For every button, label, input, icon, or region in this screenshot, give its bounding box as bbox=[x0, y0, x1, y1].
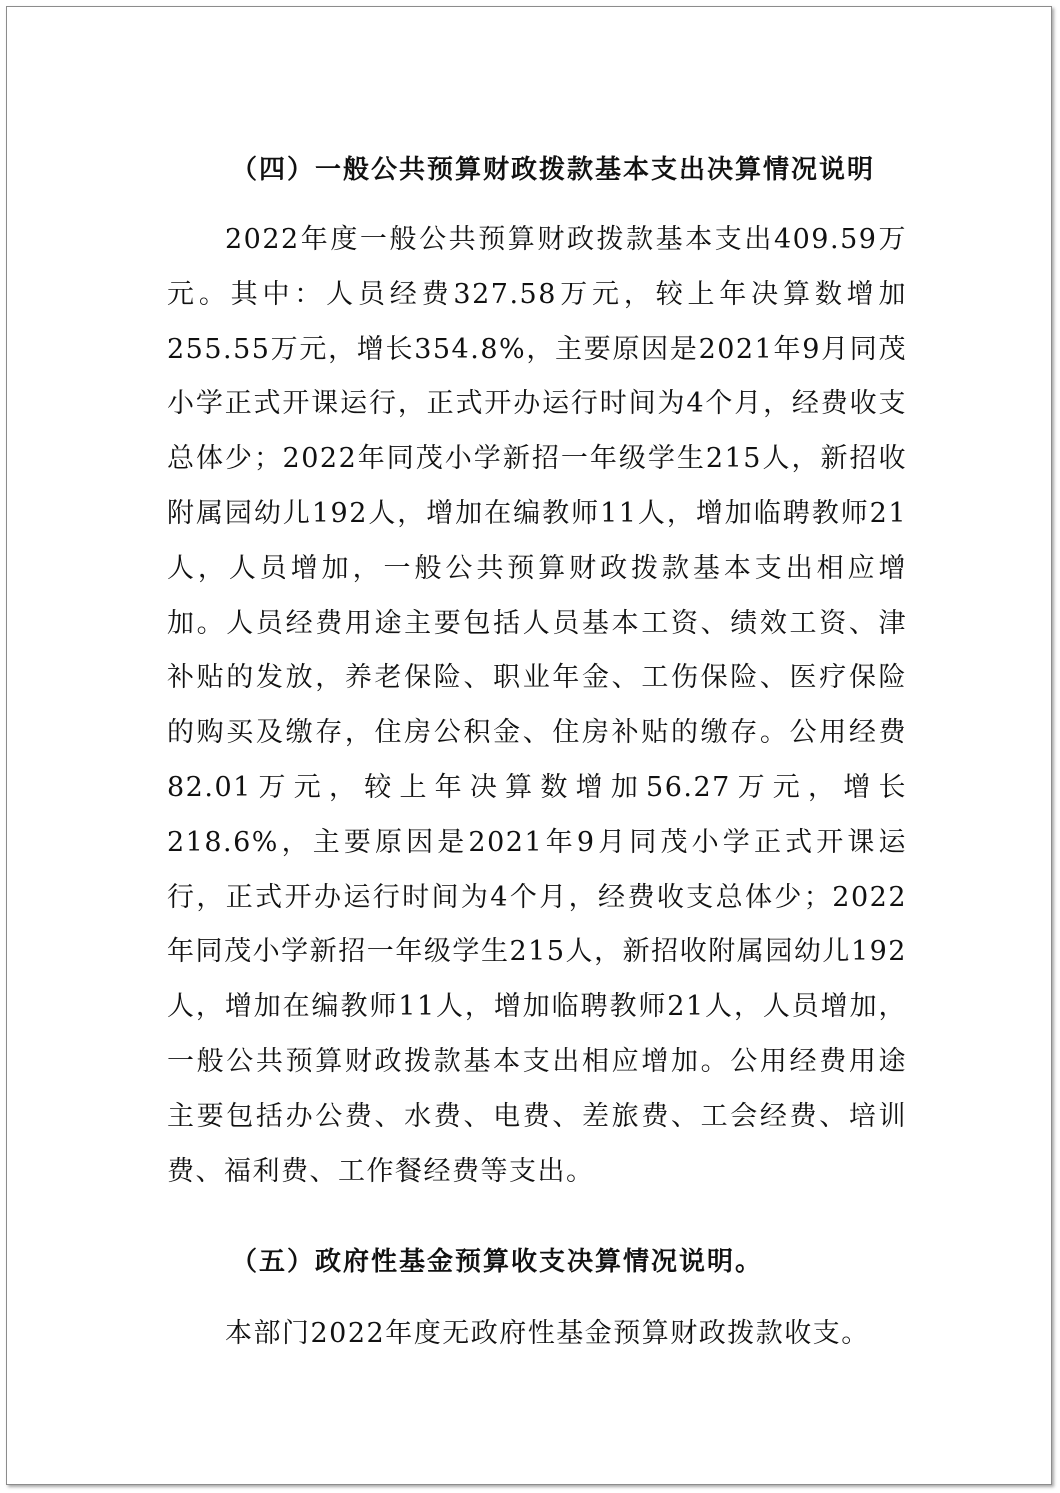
section-4-heading: （四）一般公共预算财政拨款基本支出决算情况说明 bbox=[231, 155, 876, 185]
section-5-body: 本部门2022年度无政府性基金预算财政拨款收支。 bbox=[225, 1318, 870, 1350]
document-page bbox=[6, 6, 1052, 1485]
section-4-body: 2022年度一般公共预算财政拨款基本支出409.59万元。其中：人员经费327.58万元，较上年决算数增加255.55万元，增长354.8%，主要原因是2021年9月同茂小学正式开课运行，正式开办运行时间为4个月，经费收支总体少；2022年同茂小学新招一年级学生215人，新招收附属园幼儿192人，增加在编教师11人，增加临聘教师21人，人员增加，一般公共预算财政拨款基本支出相应增加。人员经费用途主要包括人员基本工资、绩效工资、津补贴的发放，养老保险、职业年金、工伤保险、医疗保险的购买及缴存，住房公积金、住房补贴的缴存。公用经费82.01万元，较上年决算数增加56.27万元，增长218.6%，主要原因是2021年9月同茂小学正式开课运行，正式开办运行时间为4个月，经费收支总体少；2022年同茂小学新招一年级学生215人，新招收附属园幼儿192人，增加在编教师11人，增加临聘教师21人，人员增加，一般公共预算财政拨款基本支出相应增加。公用经费用途主要包括办公费、水费、电费、差旅费、工会经费、培训费、福利费、工作餐经费等支出。 bbox=[167, 224, 907, 1187]
page-content bbox=[167, 145, 907, 1362]
section-5-heading: （五）政府性基金预算收支决算情况说明。 bbox=[231, 1247, 764, 1278]
